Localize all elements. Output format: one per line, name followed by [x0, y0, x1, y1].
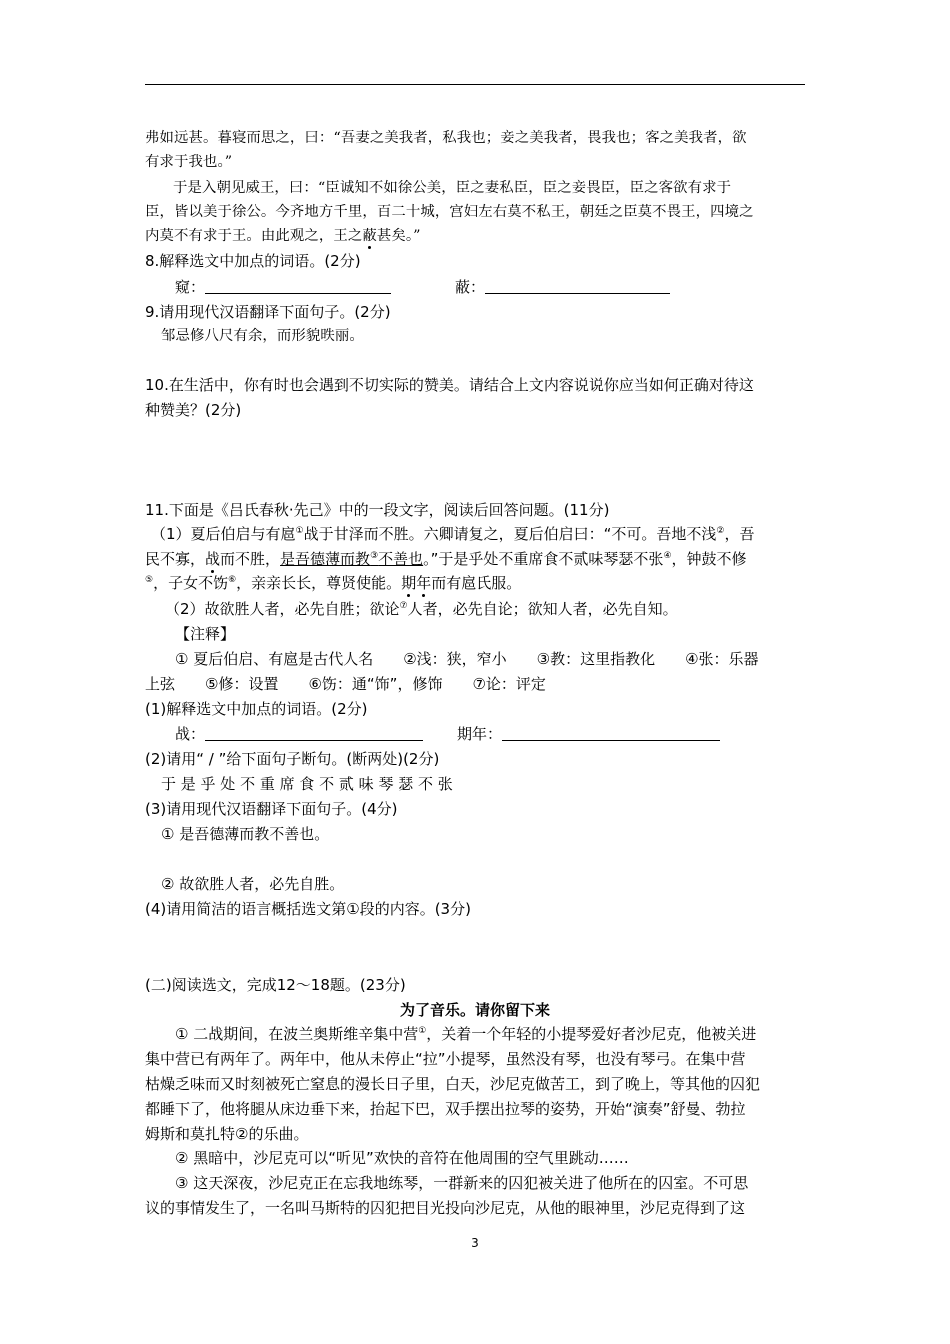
q11-passage-line-2 [145, 549, 747, 569]
passage-a-line-3: 于是入朝见威王，曰：“臣诚知不如徐公美，臣之妻私臣，臣之妾畏臣，臣之客欲有求于 [173, 180, 732, 196]
question-9-title: 9.请用现代汉语翻译下面句子。(2分) [145, 303, 391, 321]
q11-sub-3-title: (3)请用现代汉语翻译下面句子。(4分) [145, 800, 398, 818]
q11-sub-3-sentence-2: ② 故欲胜人者，必先自胜。 [161, 875, 345, 893]
article-p1-line-4: 都睡下了，他将腿从床边垂下来，抬起下巴，双手摆出拉琴的姿势，开始“演奏”舒曼、勃拉 [145, 1100, 746, 1118]
answer-blank-zhan[interactable] [205, 725, 423, 741]
article-p1-line-2: 集中营已有两年了。两年中，他从未停止“拉”小提琴，虽然没有琴，也没有琴弓。在集中营 [145, 1050, 746, 1068]
article-p1-line-3: 枯燥乏味而又时刻被死亡窒息的漫长日子里，白天，沙尼克做苦工，到了晚上，等其他的囚犯 [145, 1075, 761, 1093]
answer-blank-bi[interactable] [485, 278, 670, 294]
note-marker: ⑦ [399, 601, 408, 611]
article-p3-line-2: 议的事情发生了，一名叫马斯特的囚犯把目光投向沙尼克，从他的眼神里，沙尼克得到了这 [145, 1199, 746, 1217]
note-marker: ③ [370, 551, 379, 561]
notes-line-1: ① 夏后伯启、有扈是古代人名 ②浅：狭，窄小 ③教：这里指教化 ④张：乐器 [175, 650, 759, 668]
answer-label-bi: 蔽： [455, 278, 486, 296]
text: ，子女不饬 [153, 574, 229, 592]
answer-blank-jinian[interactable] [502, 725, 720, 741]
section-2-heading: (二)阅读选文，完成12～18题。(23分) [145, 976, 406, 994]
text: 而不胜， [220, 550, 281, 568]
text: 是吾德薄而教 [280, 550, 371, 568]
text: ，吾 [724, 525, 755, 543]
answer-label-kui: 窥： [175, 278, 206, 296]
passage-a-line-2: 有求于我也。” [145, 154, 233, 170]
note-marker: ⑤ [145, 575, 154, 585]
dotted-word: 战 [205, 550, 221, 568]
text: （2）故欲胜人者，必先自胜；欲论 [165, 600, 400, 618]
q11-sub-2-sentence: 于 是 乎 处 不 重 席 食 不 贰 味 琴 瑟 不 张 [161, 775, 453, 793]
text: 甚矣。” [376, 228, 421, 244]
text: 人者，必先自论；欲知人者，必先自知。 [407, 600, 678, 618]
page-number: 3 [471, 1236, 479, 1250]
question-8-title: 8.解释选文中加点的词语。(2分) [145, 252, 361, 270]
dotted-word: 蔽 [362, 228, 377, 244]
note-marker: ② [716, 526, 725, 536]
text: 。”于是乎处不重席食不贰味琴瑟不张 [423, 550, 664, 568]
text: ，亲亲长长，尊贤使能。 [236, 574, 402, 592]
note-marker: ④ [663, 551, 672, 561]
text: 民不寡， [145, 550, 206, 568]
note-marker: ① [295, 526, 304, 536]
text: 不善也 [378, 550, 424, 568]
article-p3-line-1: ③ 这天深夜，沙尼克正在忘我地练琴，一群新来的囚犯被关进了他所在的囚室。不可思 [175, 1174, 749, 1192]
article-p1-line-5: 姆斯和莫扎特②的乐曲。 [145, 1125, 309, 1143]
passage-a-line-4: 臣，皆以美于徐公。今齐地方千里，百二十城，宫妇左右莫不私王，朝廷之臣莫不畏王，四境之 [145, 204, 754, 220]
q11-sub-3-sentence-1: ① 是吾德薄而教不善也。 [161, 825, 330, 843]
text: （1）夏后伯启与有扈 [151, 525, 296, 543]
q11-sub-1-answers [175, 724, 720, 744]
passage-a-line-5 [145, 226, 421, 246]
question-9-sentence: 邹忌修八尺有余，而形貌昳丽。 [161, 328, 364, 344]
q11-sub-1-title: (1)解释选文中加点的词语。(2分) [145, 700, 368, 718]
article-title: 为了音乐。请你留下来 [399, 1001, 550, 1019]
note-marker: ⑥ [228, 575, 237, 585]
dotted-word: 期 [401, 574, 417, 592]
question-10-line-1: 10.在生活中，你有时也会遇到不切实际的赞美。请结合上文内容说说你应当如何正确对待这 [145, 376, 754, 394]
article-p1-line-1 [175, 1024, 756, 1044]
text: ，钟鼓不修 [671, 550, 747, 568]
header-rule [145, 84, 805, 85]
q11-passage-2 [165, 599, 678, 619]
answer-label-jinian: 期年： [457, 725, 503, 743]
q11-sub-2-title: (2)请用“ / ”给下面句子断句。(断两处)(2分) [145, 750, 440, 768]
question-10-line-2: 种赞美？(2分) [145, 401, 242, 419]
text: 战于甘泽而不胜。六卿请复之，夏后伯启曰：“不可。吾地不浅 [303, 525, 717, 543]
q11-passage-line-1 [151, 524, 755, 544]
q11-passage-line-3 [145, 573, 521, 593]
text: ① 二战期间，在波兰奥斯维辛集中营 [175, 1025, 419, 1043]
article-p2: ② 黑暗中，沙尼克可以“听见”欢快的音符在他周围的空气里跳动…… [175, 1149, 629, 1167]
notes-line-2: 上弦 ⑤修：设置 ⑥饬：通“饰”，修饰 ⑦论：评定 [145, 675, 546, 693]
text: 内莫不有求于王。由此观之，王之 [145, 228, 363, 244]
text: ，关着一个年轻的小提琴爱好者沙尼克，他被关进 [426, 1025, 757, 1043]
q11-sub-4-title: (4)请用简洁的语言概括选文第①段的内容。(3分) [145, 900, 471, 918]
question-11-title: 11.下面是《吕氏春秋·先己》中的一段文字，阅读后回答问题。(11分) [145, 501, 610, 519]
question-8-answers [175, 277, 670, 297]
note-marker: ① [418, 1026, 427, 1036]
answer-blank-kui[interactable] [205, 278, 391, 294]
answer-label-zhan: 战： [175, 725, 206, 743]
dotted-word: 年 [416, 574, 432, 592]
notes-title: 【注释】 [175, 625, 236, 643]
underlined-sentence [280, 550, 423, 568]
text: 而有扈氏服。 [431, 574, 522, 592]
passage-a-line-1: 弗如远甚。暮寝而思之，曰：“吾妻之美我者，私我也；妾之美我者，畏我也；客之美我者，欲 [145, 130, 747, 146]
